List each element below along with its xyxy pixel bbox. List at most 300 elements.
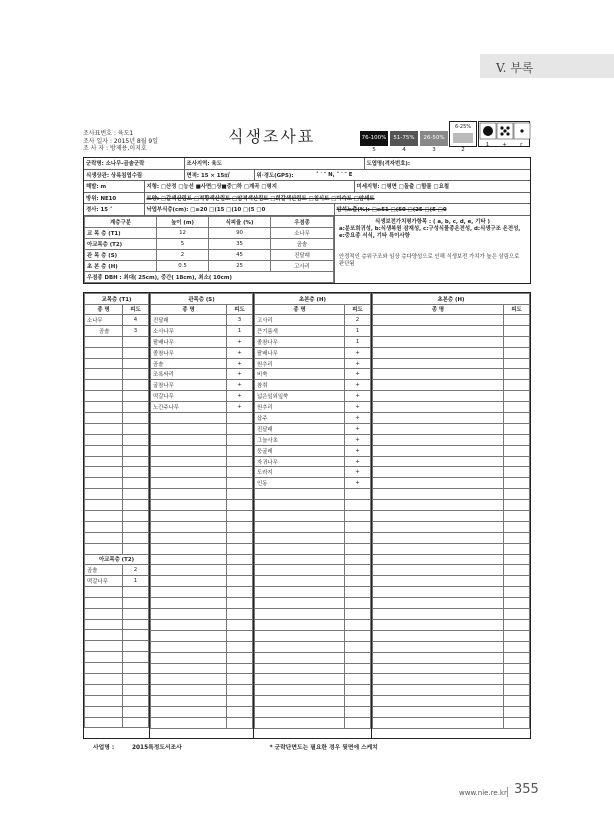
conservation-heading: 식생보전가치평가항목 : ( a, b, c, d, e, 기타 ): [375, 218, 490, 225]
species-name: [151, 445, 227, 456]
table-row: [151, 663, 253, 674]
species-cover: [504, 532, 530, 543]
species-name: [373, 587, 504, 598]
table-row: [151, 358, 253, 369]
layer-name: 관 목 층 (S): [85, 249, 157, 260]
species-cover: [504, 554, 530, 565]
table-row: [151, 685, 253, 696]
table-row: [85, 456, 149, 467]
species-cover: [227, 685, 253, 696]
species-name: [373, 511, 504, 522]
cover-symbols: [478, 121, 530, 147]
species-name: [373, 554, 504, 565]
topography: 지형: □산정 □능선 ■사면□상■중□하 □계곡 □평지: [144, 181, 354, 192]
species-name: [85, 717, 123, 728]
species-cover: [504, 347, 530, 358]
litter-layer: 낙엽부식층(cm): □≥20 □(15 □(10 □(5 □0: [144, 204, 334, 215]
cover-header: 피도: [504, 304, 530, 315]
species-name: 곰솔: [151, 358, 227, 369]
species-name: [85, 347, 123, 358]
table-row: [151, 598, 253, 609]
species-cover: [123, 456, 149, 467]
table-row: [85, 684, 149, 695]
species-cover: [123, 532, 149, 543]
table-row: [373, 641, 530, 652]
species-cover: [504, 434, 530, 445]
species-name: [151, 663, 227, 674]
species-cover: [227, 696, 253, 707]
table-row: [151, 521, 253, 532]
species-cover: [504, 619, 530, 630]
project-name: 2015특정도서조사: [131, 745, 182, 751]
species-table: [83, 292, 531, 739]
species-name: [151, 717, 227, 728]
species-name: [373, 707, 504, 718]
species-name: [151, 511, 227, 522]
species-name: [151, 652, 227, 663]
species-name: [255, 532, 345, 543]
species-cover: [504, 511, 530, 522]
species-cover: [504, 598, 530, 609]
species-cover: [504, 630, 530, 641]
species-cover: +: [345, 369, 371, 380]
species-name: [373, 717, 504, 728]
species-name: [85, 684, 123, 695]
table-row: [151, 619, 253, 630]
species-cover: +: [345, 391, 371, 402]
species-cover: [123, 402, 149, 413]
table-row: [255, 554, 371, 565]
species-name: 그늘사초: [255, 434, 345, 445]
species-cover: [123, 391, 149, 402]
species-name: 원추리: [255, 402, 345, 413]
species-name: [151, 554, 227, 565]
species-cover: [504, 707, 530, 718]
table-row: [373, 707, 530, 718]
species-cover: [345, 663, 371, 674]
species-cover: [227, 554, 253, 565]
species-name: [151, 674, 227, 685]
species-cover: [345, 587, 371, 598]
table-row: [85, 402, 149, 413]
species-cover: [345, 652, 371, 663]
species-cover: [227, 663, 253, 674]
table-row: [85, 489, 149, 500]
microtopography: 미세지형: □평면 □돌출 □함몰 □요철: [354, 181, 530, 192]
table-row: [373, 609, 530, 620]
species-name: [373, 674, 504, 685]
species-name: [85, 586, 123, 597]
species-cover: [123, 663, 149, 674]
species-cover: [504, 402, 530, 413]
table-row: [373, 358, 530, 369]
table-row: [151, 434, 253, 445]
species-cover: [227, 674, 253, 685]
species-name: [373, 652, 504, 663]
species-name: 큰기름새: [255, 325, 345, 336]
species-name: [85, 597, 123, 608]
species-cover: [123, 336, 149, 347]
species-cover: +: [227, 369, 253, 380]
table-row: [85, 586, 149, 597]
species-name: [151, 598, 227, 609]
table-row: [373, 347, 530, 358]
species-name: [255, 630, 345, 641]
cover-header: 피도: [123, 304, 149, 315]
species-cover: [345, 630, 371, 641]
species-cover: [123, 423, 149, 434]
species-cover: [123, 706, 149, 717]
table-row: [255, 478, 371, 489]
species-name: 곰솔: [85, 565, 123, 576]
species-cover: [504, 576, 530, 587]
species-cover: [123, 630, 149, 641]
species-name: [255, 598, 345, 609]
species-name: [255, 652, 345, 663]
species-name: [373, 467, 504, 478]
species-cover: 2: [345, 315, 371, 326]
species-cover: [504, 609, 530, 620]
species-col-s: [150, 293, 254, 738]
species-name: [373, 478, 504, 489]
species-name: [373, 402, 504, 413]
table-row: [373, 434, 530, 445]
species-name: [85, 619, 123, 630]
table-row: [151, 511, 253, 522]
species-cover: [123, 608, 149, 619]
species-name: [85, 467, 123, 478]
species-cover: [227, 489, 253, 500]
species-name: [255, 685, 345, 696]
table-row: [373, 369, 530, 380]
species-name: [373, 543, 504, 554]
species-name: [85, 478, 123, 489]
species-name: 진달래: [255, 423, 345, 434]
species-name: [373, 434, 504, 445]
species-cover: +: [345, 434, 371, 445]
species-name: [151, 456, 227, 467]
species-name: [255, 641, 345, 652]
table-row: [151, 576, 253, 587]
table-row: [255, 325, 371, 336]
species-cover: [504, 685, 530, 696]
species-name: [373, 380, 504, 391]
species-cover: [345, 696, 371, 707]
table-row: [255, 696, 371, 707]
species-name: [151, 478, 227, 489]
species-cover: [345, 598, 371, 609]
table-row: [151, 641, 253, 652]
table-row: [373, 423, 530, 434]
layer-cover: 25: [209, 260, 271, 271]
table-row: [151, 336, 253, 347]
species-name: [85, 706, 123, 717]
table-row: [255, 685, 371, 696]
coverage-range-2: 6-25%: [454, 124, 472, 130]
table-row: [85, 445, 149, 456]
species-cover: 2: [123, 565, 149, 576]
layer-header-height: 높이 (m): [157, 216, 209, 227]
gps-label: 위·경도(GPS):: [254, 170, 314, 181]
species-cover: [227, 598, 253, 609]
coverage-box-2: [449, 121, 477, 147]
table-row: [151, 707, 253, 718]
species-cover: [345, 641, 371, 652]
layer-name: 교 목 층 (T1): [85, 227, 157, 238]
species-name: [85, 489, 123, 500]
table-row: [151, 456, 253, 467]
species-name: [373, 685, 504, 696]
form-title: 식생조사표: [228, 127, 316, 146]
table-row: [255, 663, 371, 674]
table-row: [255, 347, 371, 358]
layer-column-title: 초본층 (H): [373, 294, 530, 305]
table-row: [85, 543, 149, 554]
species-name: [85, 402, 123, 413]
table-row: [373, 717, 530, 728]
species-name: 노간주나무: [151, 402, 227, 413]
layer-column-title: 초본층 (H): [255, 294, 371, 305]
table-row: [255, 500, 371, 511]
species-cover: [345, 707, 371, 718]
community-name: 군락명: 소나무-곰솔군락: [84, 158, 184, 169]
species-cover: [123, 347, 149, 358]
species-cover: [504, 521, 530, 532]
table-row: [373, 413, 530, 424]
layer-cover: 90: [209, 227, 271, 238]
species-cover: [504, 652, 530, 663]
species-cover: [345, 500, 371, 511]
species-col-h1: [254, 293, 372, 738]
species-name: [255, 565, 345, 576]
species-cover: [504, 674, 530, 685]
layer-height: 0.5: [157, 260, 209, 271]
species-cover: [504, 478, 530, 489]
species-cover: [504, 467, 530, 478]
symbol-label-plus: +: [502, 142, 507, 148]
species-name: [85, 608, 123, 619]
species-name: [373, 315, 504, 326]
species-name: 둥굴레: [255, 445, 345, 456]
species-name: [151, 413, 227, 424]
species-name: [151, 707, 227, 718]
table-row: [85, 423, 149, 434]
species-name: 비쑥: [255, 369, 345, 380]
table-row: [373, 489, 530, 500]
species-cover: [504, 336, 530, 347]
species-name: [85, 445, 123, 456]
table-row: [85, 597, 149, 608]
table-row: [255, 587, 371, 598]
coverage-label-2: 2: [461, 147, 465, 153]
species-name: [151, 641, 227, 652]
table-row: [373, 652, 530, 663]
species-name: [255, 576, 345, 587]
species-name: [373, 456, 504, 467]
species-col-h2: [372, 293, 530, 738]
table-row: [373, 619, 530, 630]
table-row: [255, 391, 371, 402]
species-cover: [227, 641, 253, 652]
table-row: [151, 587, 253, 598]
table-row: [255, 445, 371, 456]
species-name: [85, 695, 123, 706]
species-name: [151, 576, 227, 587]
species-cover: [504, 456, 530, 467]
species-cover: [123, 380, 149, 391]
species-name: 조록싸리: [151, 369, 227, 380]
page-separator: [507, 787, 508, 797]
species-cover: [227, 511, 253, 522]
species-cover: [504, 489, 530, 500]
coverage-swatch-2: [453, 133, 473, 143]
species-name: [151, 467, 227, 478]
table-row: [373, 336, 530, 347]
species-cover: +: [227, 347, 253, 358]
species-name: 소나무: [85, 315, 123, 326]
species-name: 곰솔: [85, 325, 123, 336]
table-row: [255, 521, 371, 532]
species-cover: [227, 619, 253, 630]
table-row: [151, 413, 253, 424]
species-name: [373, 369, 504, 380]
table-row: [255, 402, 371, 413]
table-row: [255, 543, 371, 554]
species-cover: [227, 413, 253, 424]
table-row: [373, 325, 530, 336]
table-row: [85, 325, 149, 336]
species-cover: [123, 511, 149, 522]
table-row: [373, 521, 530, 532]
species-name-header: 종 명: [255, 304, 345, 315]
table-row: [85, 511, 149, 522]
species-name: [373, 336, 504, 347]
species-name: [373, 325, 504, 336]
layer-cover: 45: [209, 249, 271, 260]
table-row: [85, 391, 149, 402]
table-row: [85, 347, 149, 358]
table-row: [255, 489, 371, 500]
cover-header: 피도: [345, 304, 371, 315]
table-row: [151, 315, 253, 326]
table-row: [151, 347, 253, 358]
species-cover: [227, 423, 253, 434]
coverage-box-5: 76-100%: [360, 131, 388, 146]
species-cover: [227, 456, 253, 467]
survey-no: 조사표번호 : 육도1: [83, 130, 134, 137]
table-row: [85, 369, 149, 380]
rock-exposure: 암석노출(%): □≥51 □(50 □(25 □(5 □0: [334, 204, 530, 215]
table-row: [85, 336, 149, 347]
species-cover: [123, 500, 149, 511]
species-name: 넓은잎외잎쑥: [255, 391, 345, 402]
layer-dominant: 진달래: [271, 249, 334, 260]
species-cover: +: [227, 358, 253, 369]
species-cover: [504, 380, 530, 391]
species-name: [255, 663, 345, 674]
table-row: [151, 391, 253, 402]
layer-header-cover: 식피율 (%): [209, 216, 271, 227]
species-name: [255, 674, 345, 685]
species-cover: [504, 358, 530, 369]
species-name: [151, 423, 227, 434]
coverage-label-5: 5: [372, 147, 376, 153]
species-cover: [123, 489, 149, 500]
table-row: [373, 587, 530, 598]
species-cover: 1: [345, 336, 371, 347]
layer-name: 초 본 층 (H): [85, 260, 157, 271]
table-row: [373, 402, 530, 413]
table-row: [151, 532, 253, 543]
species-cover: [123, 413, 149, 424]
coverage-box-4: 51-75%: [390, 131, 418, 146]
species-cover: [345, 521, 371, 532]
table-row: [151, 652, 253, 663]
species-name: 떡갈나무: [151, 391, 227, 402]
table-row: [255, 707, 371, 718]
layer-column-title: 아교목층 (T2): [85, 554, 149, 565]
species-name: [151, 532, 227, 543]
table-row: [85, 575, 149, 586]
species-cover: [123, 521, 149, 532]
species-name: [255, 587, 345, 598]
species-col-t1: [84, 293, 150, 738]
table-row: [255, 380, 371, 391]
table-row: [151, 609, 253, 620]
species-name: [85, 500, 123, 511]
species-cover: [504, 696, 530, 707]
table-row: [151, 489, 253, 500]
species-name: [85, 336, 123, 347]
species-cover: [123, 652, 149, 663]
species-cover: [123, 543, 149, 554]
table-row: [255, 315, 371, 326]
species-cover: [345, 576, 371, 587]
species-cover: +: [345, 402, 371, 413]
table-row: [373, 554, 530, 565]
species-cover: [345, 609, 371, 620]
species-name: [151, 434, 227, 445]
table-row: [255, 369, 371, 380]
symbol-label-r: r: [520, 142, 523, 148]
species-cover: +: [345, 380, 371, 391]
vegetation-physiognomy: 식생상관: 상록침엽수림: [84, 170, 184, 181]
species-name: [151, 500, 227, 511]
species-cover: +: [345, 467, 371, 478]
species-cover: +: [227, 336, 253, 347]
table-row: [151, 369, 253, 380]
table-row: [373, 391, 530, 402]
table-row: [151, 478, 253, 489]
table-row: [85, 315, 149, 326]
species-cover: [123, 717, 149, 728]
species-name: [85, 641, 123, 652]
table-row: [255, 511, 371, 522]
survey-area: 조사지역: 육도: [184, 158, 364, 169]
species-name: [255, 619, 345, 630]
species-name: 굴참나무: [151, 380, 227, 391]
layer-row: [85, 260, 334, 271]
coverage-box-3: 26-50%: [420, 131, 448, 146]
table-row: [151, 630, 253, 641]
form-footer: [83, 742, 531, 751]
dominant-dbh: 우점종 DBH : 최대( 25cm), 중간( 18cm), 최소( 10cm): [85, 271, 334, 282]
species-name: [373, 532, 504, 543]
table-row: [373, 565, 530, 576]
species-name: 졸참나무: [151, 347, 227, 358]
species-name: [151, 696, 227, 707]
species-name: [255, 511, 345, 522]
